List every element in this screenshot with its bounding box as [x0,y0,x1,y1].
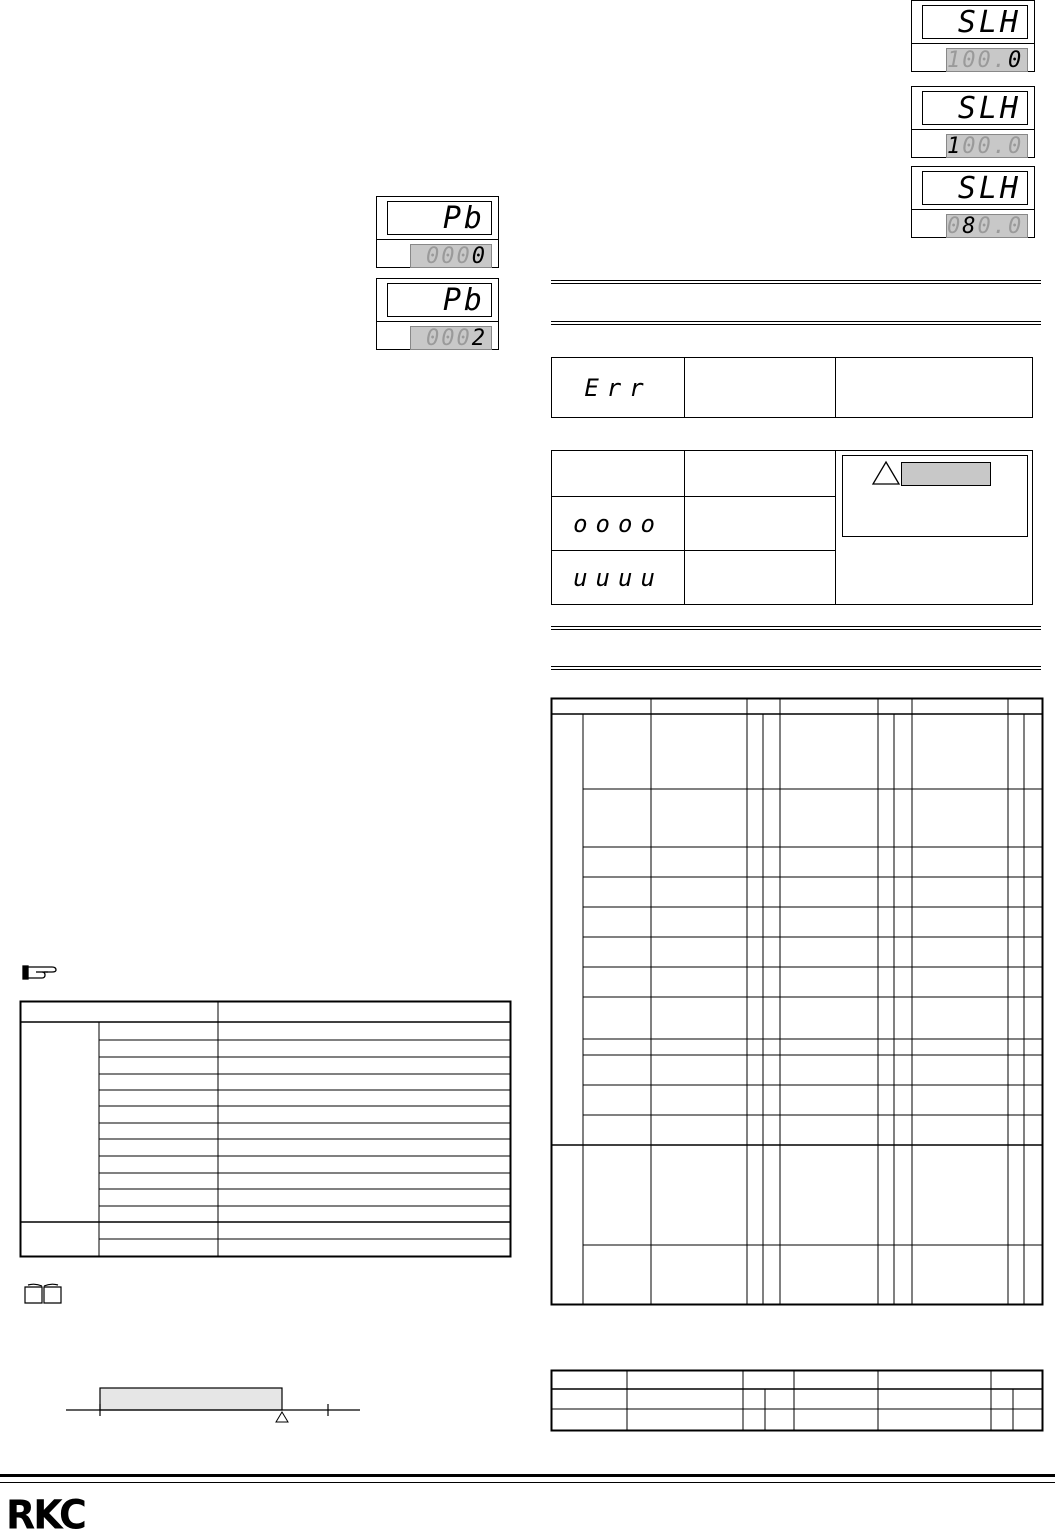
overscale-header-desc [685,451,836,497]
section-rule [551,666,1041,670]
warning-cell [836,451,1033,605]
footer-rule-thin [0,1482,1055,1483]
range-diagram [60,1380,370,1428]
overscale-table [551,450,1033,605]
slh-display-1-bottom: 100.0 [946,48,1028,72]
section-rule [551,280,1041,284]
slh-display-3-bottom: 080.0 [946,214,1028,238]
slh-display-2-top: SLH [922,91,1028,125]
overscale-desc [685,497,836,551]
warning-box [842,455,1028,537]
warning-triangle-icon [871,460,901,486]
section-rule [551,321,1041,325]
error-code: Err [552,358,685,418]
pb-display-1-top: Pb [387,201,492,235]
underscale-code: uuuu [552,551,685,605]
overscale-code: oooo [552,497,685,551]
pb-display-1-bottom: 0000 [410,244,492,268]
pb-display-1 [376,196,499,268]
overscale-header-cell [552,451,685,497]
slh-display-1 [911,0,1035,72]
section-rule [551,626,1041,630]
slh-display-3 [911,166,1035,238]
pb-display-2 [376,278,499,350]
error-description-cell [685,358,836,418]
rkc-logo: RKC [6,1491,85,1538]
slh-display-2-bottom: 100.0 [946,134,1028,158]
slh-display-2 [911,86,1035,158]
small-spec-table [550,1369,1044,1433]
book-icon [22,1282,64,1306]
slh-display-1-top: SLH [922,5,1028,39]
parameter-table [19,1000,513,1260]
warning-label-box [901,462,991,486]
error-table [551,357,1033,418]
pointing-hand-icon [22,962,62,982]
pb-display-2-bottom: 0002 [410,326,492,350]
footer-rule-thick [0,1474,1055,1477]
underscale-desc [685,551,836,605]
pb-display-2-top: Pb [387,283,492,317]
specification-table [550,697,1044,1307]
slh-display-3-top: SLH [922,171,1028,205]
error-action-cell [836,358,1033,418]
